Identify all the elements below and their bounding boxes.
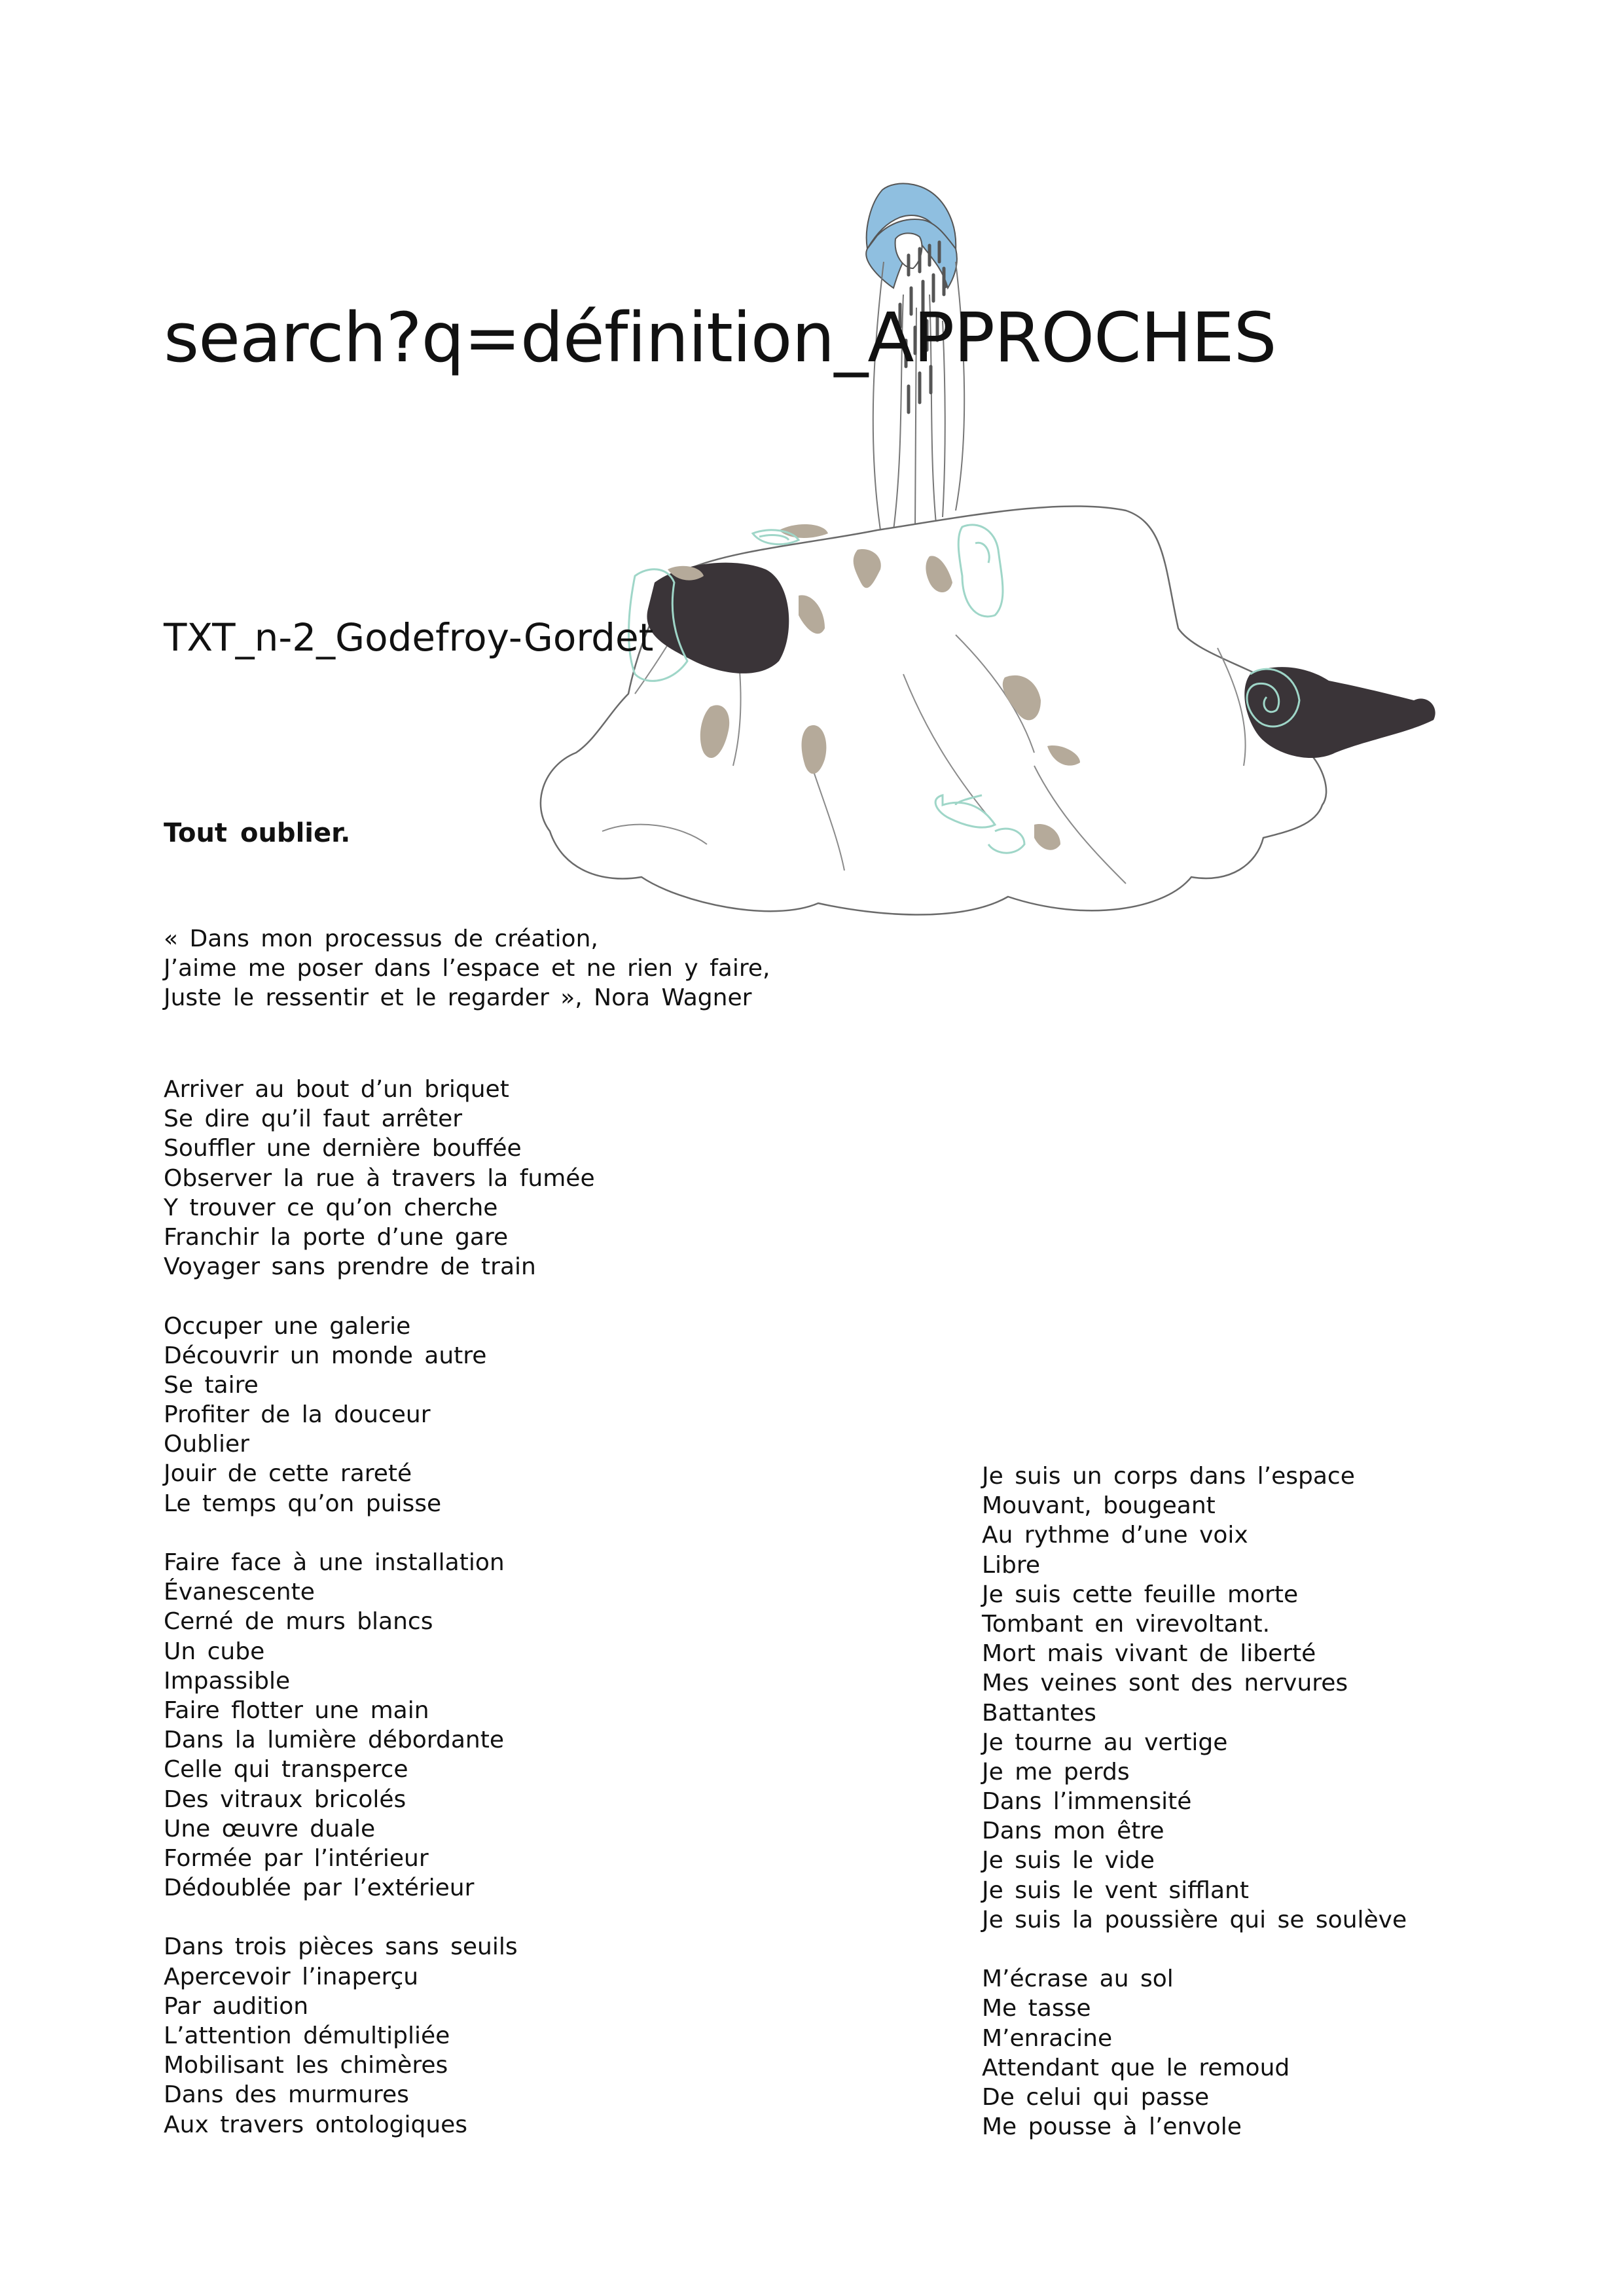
poem-line: Dans trois pièces sans seuils bbox=[164, 1933, 518, 1961]
stanza bbox=[164, 1075, 595, 1282]
poem-line: Profiter de la douceur bbox=[164, 1401, 431, 1429]
poem-line: Battantes bbox=[982, 1699, 1096, 1727]
poem-left-column bbox=[164, 1075, 595, 2140]
figure-on-mound-illustration bbox=[537, 177, 1571, 936]
poem-line: Dans des murmures bbox=[164, 2081, 409, 2109]
poem-line: Je suis le vent sifflant bbox=[982, 1876, 1249, 1904]
poem-line: Découvrir un monde autre bbox=[164, 1342, 487, 1369]
poem-line: Franchir la porte d’une gare bbox=[164, 1223, 509, 1251]
poem-line: L’attention démultipliée bbox=[164, 2022, 450, 2049]
poem-line: M’enracine bbox=[982, 2024, 1113, 2052]
poem-line: Y trouver ce qu’on cherche bbox=[164, 1194, 498, 1221]
poem-line: Me pousse à l’envole bbox=[982, 2113, 1242, 2141]
poem-line: Je tourne au vertige bbox=[982, 1729, 1228, 1756]
poem-line: Faire flotter une main bbox=[164, 1696, 429, 1724]
poem-line: Voyager sans prendre de train bbox=[164, 1253, 536, 1281]
poem-line: Évanescente bbox=[164, 1579, 315, 1606]
poem-line: M’écrase au sol bbox=[982, 1965, 1174, 1993]
poem-line: Libre bbox=[982, 1551, 1041, 1579]
poem-line: Dans l’immensité bbox=[982, 1788, 1192, 1816]
poem-line: Se dire qu’il faut arrêter bbox=[164, 1105, 463, 1133]
poem-line: Faire face à une installation bbox=[164, 1549, 505, 1576]
lead-text: Tout oublier. bbox=[164, 818, 351, 848]
poem-line: Dédoublée par l’extérieur bbox=[164, 1874, 475, 1902]
poem-line: Dans la lumière débordante bbox=[164, 1727, 504, 1754]
poem-line: Jouir de cette rareté bbox=[164, 1460, 412, 1488]
poem-line: Un cube bbox=[164, 1638, 265, 1665]
poem-line: Se taire bbox=[164, 1371, 259, 1399]
poem-line: Celle qui transperce bbox=[164, 1756, 408, 1784]
stanza bbox=[982, 1964, 1407, 2142]
poem-line: Occuper une galerie bbox=[164, 1312, 411, 1340]
poem-line: Apercevoir l’inaperçu bbox=[164, 1963, 419, 1990]
page-subtitle: TXT_n-2_Godefroy-Gordet bbox=[164, 615, 654, 660]
stanza bbox=[164, 1312, 595, 1518]
poem-line: Mort mais vivant de liberté bbox=[982, 1640, 1316, 1668]
poem-line: Au rythme d’une voix bbox=[982, 1522, 1248, 1549]
quote-line: Juste le ressentir et le regarder », Nora Wagner bbox=[164, 984, 752, 1012]
poem-line: Mobilisant les chimères bbox=[164, 2052, 448, 2079]
poem-line: Souffler une dernière bouffée bbox=[164, 1135, 522, 1162]
poem-line: Une œuvre duale bbox=[164, 1815, 376, 1842]
poem-line: Impassible bbox=[164, 1667, 291, 1695]
stanza bbox=[164, 1548, 595, 1903]
poem-line: Je suis cette feuille morte bbox=[982, 1581, 1299, 1608]
page-title: search?q=définition_APPROCHES bbox=[164, 298, 1276, 378]
poem-line: Aux travers ontologiques bbox=[164, 2111, 468, 2138]
poem-line: Je suis le vide bbox=[982, 1847, 1155, 1874]
poem-line: Me tasse bbox=[982, 1995, 1091, 2022]
poem-right-column bbox=[982, 1462, 1407, 2142]
stanza bbox=[982, 1462, 1407, 1935]
poem-line: De celui qui passe bbox=[982, 2083, 1210, 2111]
poem-line: Le temps qu’on puisse bbox=[164, 1490, 442, 1517]
poem-line: Je suis un corps dans l’espace bbox=[982, 1463, 1355, 1490]
epigraph-quote bbox=[164, 924, 770, 1013]
poem-line: Dans mon être bbox=[982, 1818, 1164, 1845]
poem-line: Je me perds bbox=[982, 1758, 1130, 1785]
poem-line: Oublier bbox=[164, 1431, 249, 1458]
poem-line: Tombant en virevoltant. bbox=[982, 1610, 1271, 1638]
poem-line: Je suis la poussière qui se soulève bbox=[982, 1906, 1407, 1933]
poem-line: Observer la rue à travers la fumée bbox=[164, 1164, 595, 1192]
stanza bbox=[164, 1932, 595, 2139]
poem-line: Attendant que le remoud bbox=[982, 2054, 1290, 2081]
quote-line: J’aime me poser dans l’espace et ne rien y faire, bbox=[164, 955, 770, 982]
poem-line: Mouvant, bougeant bbox=[982, 1492, 1216, 1520]
poem-line: Cerné de murs blancs bbox=[164, 1608, 433, 1636]
poem-line: Arriver au bout d’un briquet bbox=[164, 1076, 509, 1103]
poem-line: Mes veines sont des nervures bbox=[982, 1670, 1348, 1697]
quote-line: « Dans mon processus de création, bbox=[164, 925, 598, 952]
poem-line: Des vitraux bricolés bbox=[164, 1785, 406, 1813]
draped-mound bbox=[541, 506, 1435, 914]
poem-line: Par audition bbox=[164, 1992, 309, 2020]
poem-line: Formée par l’intérieur bbox=[164, 1844, 429, 1872]
